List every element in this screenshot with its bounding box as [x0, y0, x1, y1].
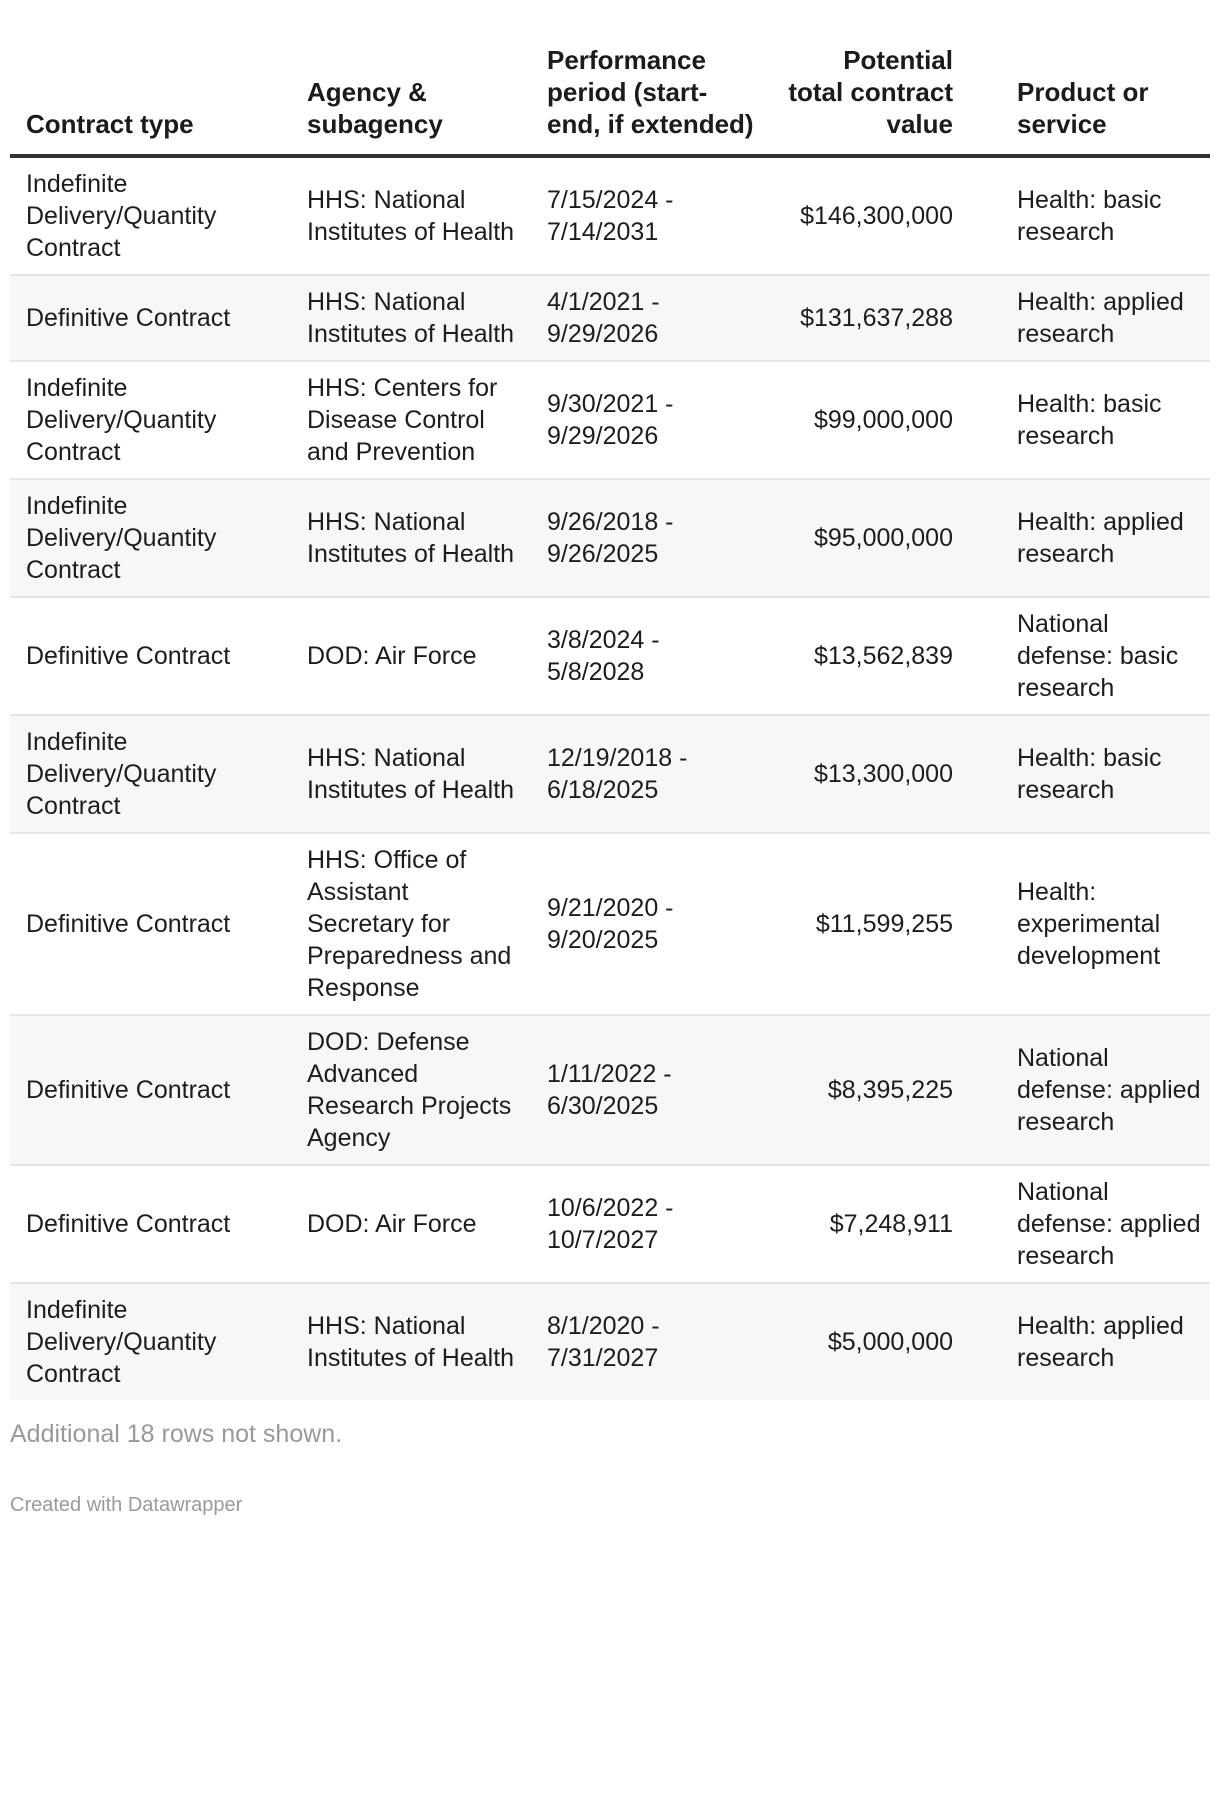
cell-product: Health: basic research — [969, 715, 1210, 833]
table-row — [10, 275, 1210, 361]
cell-agency: HHS: National Institutes of Health — [291, 715, 531, 833]
cell-product: Health: basic research — [969, 156, 1210, 275]
header-contract-type[interactable]: Contract type — [10, 44, 291, 156]
cell-performance-period: 9/26/2018 - 9/26/2025 — [531, 479, 771, 597]
cell-performance-period: 1/11/2022 - 6/30/2025 — [531, 1015, 771, 1165]
cell-contract-value: $146,300,000 — [771, 156, 969, 275]
datawrapper-table-container — [0, 44, 1220, 1518]
table-row — [10, 156, 1210, 275]
cell-agency: HHS: National Institutes of Health — [291, 479, 531, 597]
datawrapper-credit[interactable]: Created with Datawrapper — [10, 1494, 243, 1516]
cell-contract-type: Indefinite Delivery/Quantity Contract — [10, 156, 291, 275]
cell-agency: HHS: Office of Assistant Secretary for Preparedness and Response — [291, 833, 531, 1015]
cell-contract-type: Indefinite Delivery/Quantity Contract — [10, 361, 291, 479]
cell-agency: DOD: Air Force — [291, 597, 531, 715]
cell-contract-type: Indefinite Delivery/Quantity Contract — [10, 1283, 291, 1400]
table-body — [10, 156, 1210, 1400]
header-performance-period[interactable]: Performance period (start-end, if extended) — [531, 44, 771, 156]
header-product[interactable]: Product or service — [969, 44, 1210, 156]
table-row — [10, 833, 1210, 1015]
contracts-table — [10, 44, 1210, 1400]
header-row — [10, 44, 1210, 156]
cell-performance-period: 4/1/2021 - 9/29/2026 — [531, 275, 771, 361]
header-agency[interactable]: Agency & subagency — [291, 44, 531, 156]
table-header — [10, 44, 1210, 156]
header-contract-value[interactable]: Potential total contract value — [771, 44, 969, 156]
cell-product: National defense: applied research — [969, 1015, 1210, 1165]
cell-contract-type: Definitive Contract — [10, 275, 291, 361]
cell-contract-value: $13,562,839 — [771, 597, 969, 715]
cell-contract-value: $99,000,000 — [771, 361, 969, 479]
cell-performance-period: 10/6/2022 - 10/7/2027 — [531, 1165, 771, 1283]
cell-contract-type: Indefinite Delivery/Quantity Contract — [10, 479, 291, 597]
cell-product: National defense: applied research — [969, 1165, 1210, 1283]
cell-contract-value: $95,000,000 — [771, 479, 969, 597]
cell-product: Health: applied research — [969, 275, 1210, 361]
table-row — [10, 1165, 1210, 1283]
cell-performance-period: 12/19/2018 - 6/18/2025 — [531, 715, 771, 833]
table-row — [10, 1015, 1210, 1165]
cell-contract-value: $8,395,225 — [771, 1015, 969, 1165]
table-row — [10, 361, 1210, 479]
cell-performance-period: 9/30/2021 - 9/29/2026 — [531, 361, 771, 479]
cell-performance-period: 3/8/2024 - 5/8/2028 — [531, 597, 771, 715]
cell-performance-period: 9/21/2020 - 9/20/2025 — [531, 833, 771, 1015]
cell-agency: DOD: Air Force — [291, 1165, 531, 1283]
cell-agency: HHS: National Institutes of Health — [291, 1283, 531, 1400]
cell-contract-value: $131,637,288 — [771, 275, 969, 361]
cell-performance-period: 8/1/2020 - 7/31/2027 — [531, 1283, 771, 1400]
cell-product: Health: basic research — [969, 361, 1210, 479]
table-row — [10, 1283, 1210, 1400]
cell-agency: HHS: Centers for Disease Control and Prevention — [291, 361, 531, 479]
cell-contract-value: $13,300,000 — [771, 715, 969, 833]
cell-performance-period: 7/15/2024 - 7/14/2031 — [531, 156, 771, 275]
table-row — [10, 479, 1210, 597]
cell-product: Health: applied research — [969, 1283, 1210, 1400]
cell-contract-value: $11,599,255 — [771, 833, 969, 1015]
cell-product: Health: experimental development — [969, 833, 1210, 1015]
cell-contract-type: Definitive Contract — [10, 1015, 291, 1165]
table-row — [10, 715, 1210, 833]
cell-contract-type: Indefinite Delivery/Quantity Contract — [10, 715, 291, 833]
cell-agency: HHS: National Institutes of Health — [291, 275, 531, 361]
cell-agency: DOD: Defense Advanced Research Projects Agency — [291, 1015, 531, 1165]
cell-contract-type: Definitive Contract — [10, 1165, 291, 1283]
cell-product: Health: applied research — [969, 479, 1210, 597]
cell-contract-type: Definitive Contract — [10, 833, 291, 1015]
cell-contract-type: Definitive Contract — [10, 597, 291, 715]
rows-not-shown-note: Additional 18 rows not shown. — [10, 1420, 343, 1448]
cell-contract-value: $5,000,000 — [771, 1283, 969, 1400]
table-row — [10, 597, 1210, 715]
cell-product: National defense: basic research — [969, 597, 1210, 715]
cell-contract-value: $7,248,911 — [771, 1165, 969, 1283]
cell-agency: HHS: National Institutes of Health — [291, 156, 531, 275]
